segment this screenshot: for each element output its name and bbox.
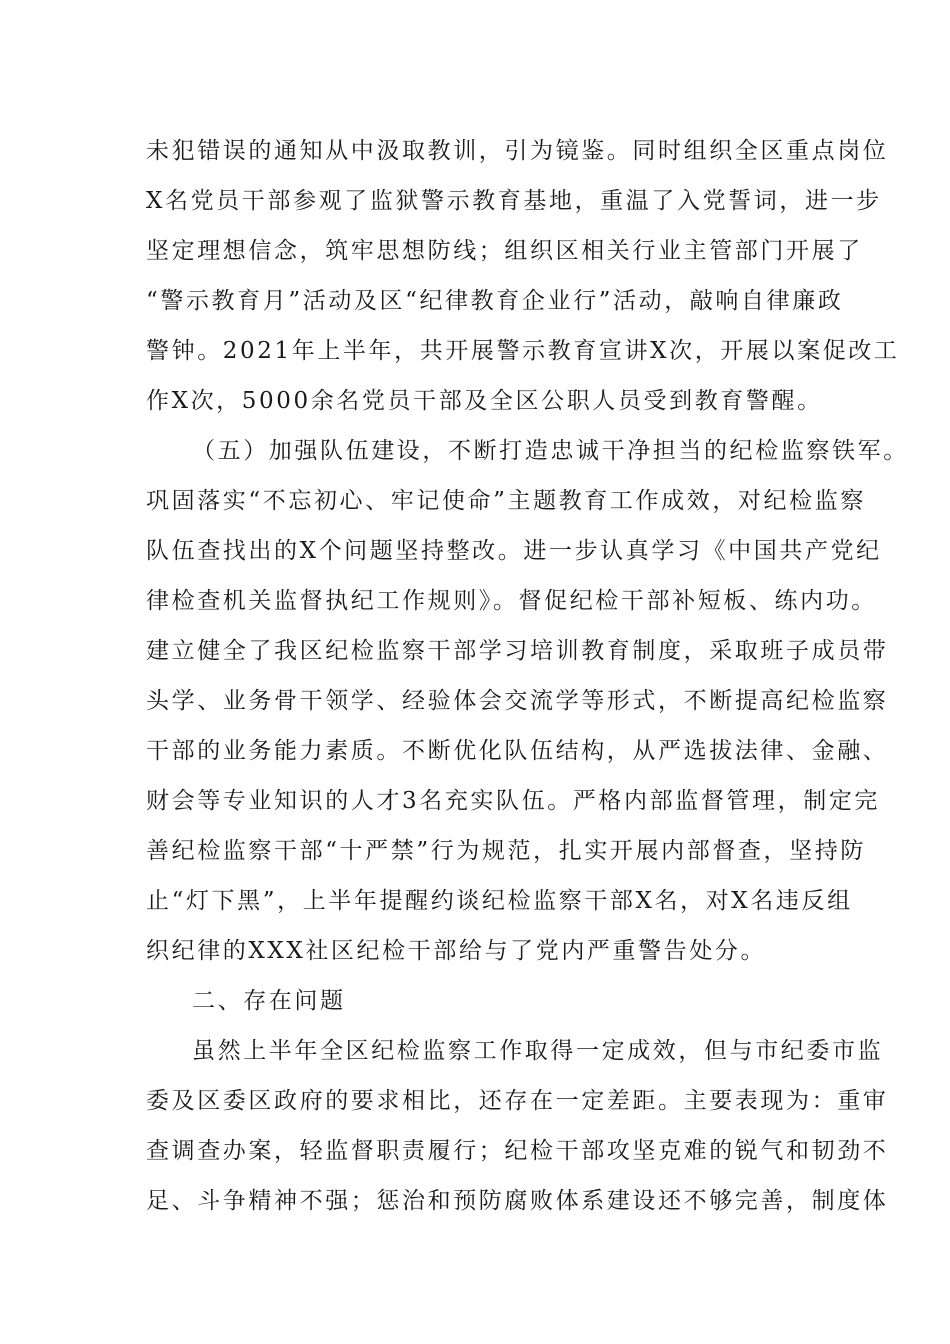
section-heading: 二、存在问题 xyxy=(192,988,346,1014)
text-line: 建立健全了我区纪检监察干部学习培训教育制度，采取班子成员带 xyxy=(146,638,889,664)
text-line: 足、斗争精神不强；惩治和预防腐败体系建设还不够完善，制度体 xyxy=(146,1188,889,1214)
text-line: 警钟。2021年上半年，共开展警示教育宣讲X次，开展以案促改工 xyxy=(146,338,900,364)
text-line: “警示教育月”活动及区“纪律教育企业行”活动，敲响自律廉政 xyxy=(146,288,844,314)
text-line: 善纪检监察干部“十严禁”行为规范，扎实开展内部督查，坚持防 xyxy=(146,838,866,864)
text-line: 止“灯下黑”，上半年提醒约谈纪检监察干部X名，对X名违反组 xyxy=(146,888,853,914)
text-line: 查调查办案，轻监督职责履行；纪检干部攻坚克难的锐气和韧劲不 xyxy=(146,1138,889,1164)
text-line: 头学、业务骨干领学、经验体会交流学等形式，不断提高纪检监察 xyxy=(146,688,889,714)
text-line: 作X次，5000余名党员干部及全区公职人员受到教育警醒。 xyxy=(146,388,823,414)
text-line: X名党员干部参观了监狱警示教育基地，重温了入党誓词，进一步 xyxy=(146,188,882,214)
text-line: 队伍查找出的X个问题坚持整改。进一步认真学习《中国共产党纪 xyxy=(146,538,882,564)
text-line: 坚定理想信念，筑牢思想防线；组织区相关行业主管部门开展了 xyxy=(146,238,863,264)
text-line: 巩固落实“不忘初心、牢记使命”主题教育工作成效，对纪检监察 xyxy=(146,488,866,514)
text-line: 委及区委区政府的要求相比，还存在一定差距。主要表现为：重审 xyxy=(146,1088,889,1114)
section-heading: （五）加强队伍建设，不断打造忠诚干净担当的纪检监察铁军。 xyxy=(192,438,909,464)
text-line: 干部的业务能力素质。不断优化队伍结构，从严选拔法律、金融、 xyxy=(146,738,889,764)
text-line: 未犯错误的通知从中汲取教训，引为镜鉴。同时组织全区重点岗位 xyxy=(146,138,889,164)
text-line: 律检查机关监督执纪工作规则》。督促纪检干部补短板、练内功。 xyxy=(146,588,877,614)
text-line: 虽然上半年全区纪检监察工作取得一定成效，但与市纪委市监 xyxy=(192,1038,884,1064)
text-line: 织纪律的XXX社区纪检干部给与了党内严重警告处分。 xyxy=(146,938,767,964)
text-line: 财会等专业知识的人才3名充实队伍。严格内部监督管理，制定完 xyxy=(146,788,881,814)
